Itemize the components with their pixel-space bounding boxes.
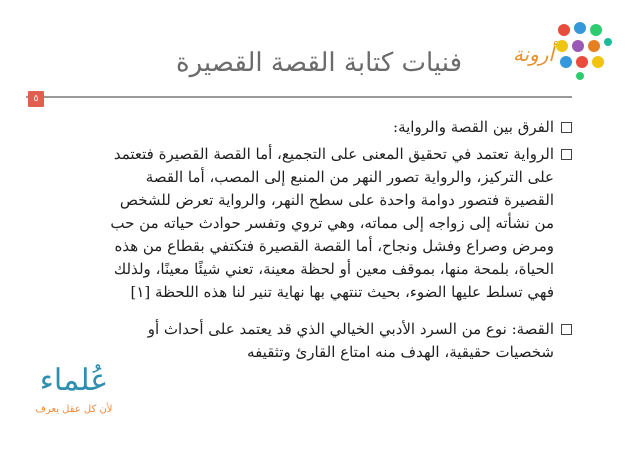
bullet-item [100, 116, 572, 139]
slide-number-badge: ٥ [28, 91, 44, 107]
bottom-logo [26, 360, 122, 440]
square-bullet-icon [561, 149, 572, 160]
square-bullet-icon [561, 122, 572, 133]
bullet-item [100, 143, 572, 304]
logo-name: عُلماء [39, 363, 109, 398]
bullet-item [100, 318, 572, 364]
slide-title: فنيات كتابة القصة القصيرة [175, 48, 463, 78]
bullet-text: الفرق بين القصة والرواية: [393, 118, 554, 136]
square-bullet-icon [561, 324, 572, 335]
title-divider [26, 96, 572, 98]
logo-tagline: لأن كل عقل يعرف [35, 404, 113, 415]
bullet-text: الرواية تعتمد في تحقيق المعنى على التجميع، أما القصة القصيرة فتعتمد على التركيز، والرواية تصور النهر من المنبع إلى المصب، أما القصة القصيرة فتصور دوامة واحدة على سطح النهر، والرواية تعرض للشخص من نشأته إلى زواجه إلى مماته، وهي تروي وتفسر حوادث حياته من حب ومرض وصراع وفشل ونجاح، أما القصة القصيرة فتكتفي بقطاع من هذه الحياة، بلمحة منها، بموقف معين أو لحظة معينة، تعني شيئًا معينًا، ولذلك فهي تسلط عليها الضوء، بحيث تنتهي بها نهاية تنير لنا هذه اللحظة [١] [110, 145, 554, 301]
logo-wordmark: أرونة [512, 42, 554, 66]
bullet-text: القصة: نوع من السرد الأدبي الخيالي الذي قد يعتمد على أحداث أو شخصيات حقيقية، الهدف منه امتاع القارئ وتثقيفه [147, 320, 554, 361]
slide-content [100, 116, 572, 364]
